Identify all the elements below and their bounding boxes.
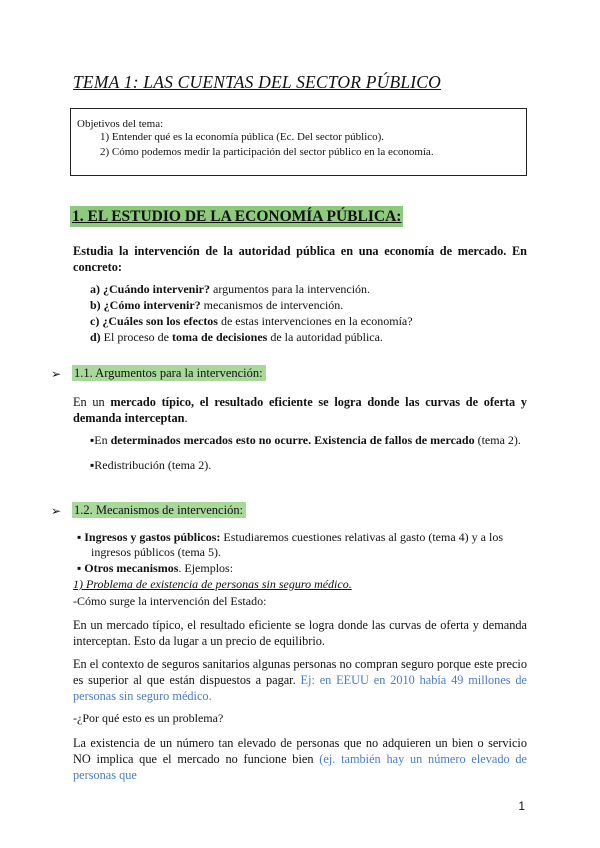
paragraph	[73, 656, 527, 704]
question-label: b) ¿Cómo intervenir?	[90, 298, 201, 312]
list-text: Estudiaremos cuestiones relativas al gasto (tema 4) y a los	[220, 530, 503, 544]
paragraph-bold: mercado típico, el resultado eficiente se logra donde las curvas de oferta y demanda interceptan	[73, 395, 527, 425]
question-item	[90, 298, 343, 313]
list-item	[77, 530, 503, 545]
arrow-bullet-icon: ➢	[51, 504, 62, 518]
question-text: mecanismos de intervención.	[200, 298, 344, 312]
page-title: TEMA 1: LAS CUENTAS DEL SECTOR PÚBLICO	[73, 72, 442, 92]
question-item	[90, 330, 383, 345]
paragraph: En un mercado típico, el resultado eficiente se logra donde las curvas de oferta y demanda interceptan. Esto da lugar a un precio de equilibrio.	[73, 618, 527, 648]
arrow-bullet-icon: ➢	[51, 367, 62, 381]
subsection-heading-text: 1.1. Argumentos para la intervención:	[72, 365, 266, 381]
objective-item: 1) Entender qué es la economía pública (Ec. Del sector público).	[100, 131, 385, 143]
paragraph-text: En un	[73, 395, 111, 409]
objectives-heading: Objetivos del tema:	[77, 118, 164, 130]
section-heading: 1. EL ESTUDIO DE LA ECONOMÍA PÚBLICA:	[72, 208, 402, 225]
question-text: argumentos para la intervención.	[210, 282, 371, 296]
subsection-heading	[72, 366, 266, 381]
question-bold: toma de decisiones	[171, 330, 268, 344]
list-item	[90, 458, 211, 473]
question-line: -Cómo surge la intervención del Estado:	[73, 594, 267, 608]
paragraph	[73, 394, 527, 426]
question-label: c) ¿Cuáles son los efectos	[90, 314, 218, 328]
list-item	[77, 561, 233, 576]
question-line: -¿Por qué esto es un problema?	[73, 711, 224, 725]
list-item-continuation: ingresos públicos (tema 5).	[91, 545, 221, 559]
bullet-icon: ▪	[77, 530, 85, 544]
paragraph	[73, 735, 527, 783]
question-text: de estas intervenciones en la economía?	[217, 314, 413, 328]
question-text: de la autoridad pública.	[267, 330, 383, 344]
list-text: Redistribución (tema 2).	[94, 458, 212, 472]
subsection-heading-text: 1.2. Mecanismos de intervención:	[72, 502, 246, 518]
paragraph-text: En el contexto de seguros sanitarios algunas personas no compran seguro porque este precio es superior al que están dispuestos a pagar.	[73, 657, 527, 687]
paragraph-blue-note: Ej: en EEUU en 2010 había 49 millones de personas sin seguro médico.	[73, 673, 528, 703]
list-text: En	[94, 433, 111, 447]
list-item	[90, 433, 521, 448]
question-label: d)	[90, 330, 101, 344]
paragraph-text: La existencia de un número tan elevado de personas que no adquieren un bien o servicio NO implica que el mercado no funcione bien	[73, 736, 527, 766]
paragraph-text: .	[184, 411, 188, 425]
list-bold: determinados mercados esto no ocurre. Existencia de fallos de mercado	[110, 433, 475, 447]
subsection-heading	[72, 503, 246, 518]
paragraph-blue-note: (ej. también hay un número elevado de personas que	[73, 752, 528, 782]
list-bold: Ingresos y gastos públicos:	[84, 530, 221, 544]
bullet-icon: ▪	[90, 458, 95, 472]
bullet-icon: ▪	[77, 561, 85, 575]
question-item	[90, 314, 413, 329]
list-text: (tema 2).	[474, 433, 521, 447]
page-number: 1	[518, 799, 525, 813]
question-label: a) ¿Cuándo intervenir?	[90, 282, 210, 296]
bullet-icon: ▪	[90, 433, 95, 447]
question-text: El proceso de	[100, 330, 172, 344]
question-item	[90, 282, 370, 297]
example-heading: 1) Problema de existencia de personas sin seguro médico.	[73, 577, 352, 591]
section-intro: Estudia la intervención de la autoridad pública en una economía de mercado. En concreto:	[73, 244, 527, 274]
objective-item: 2) Cómo podemos medir la participación del sector público en la economía.	[100, 146, 434, 158]
list-bold: Otros mecanismos	[84, 561, 179, 575]
list-text: . Ejemplos:	[178, 561, 234, 575]
